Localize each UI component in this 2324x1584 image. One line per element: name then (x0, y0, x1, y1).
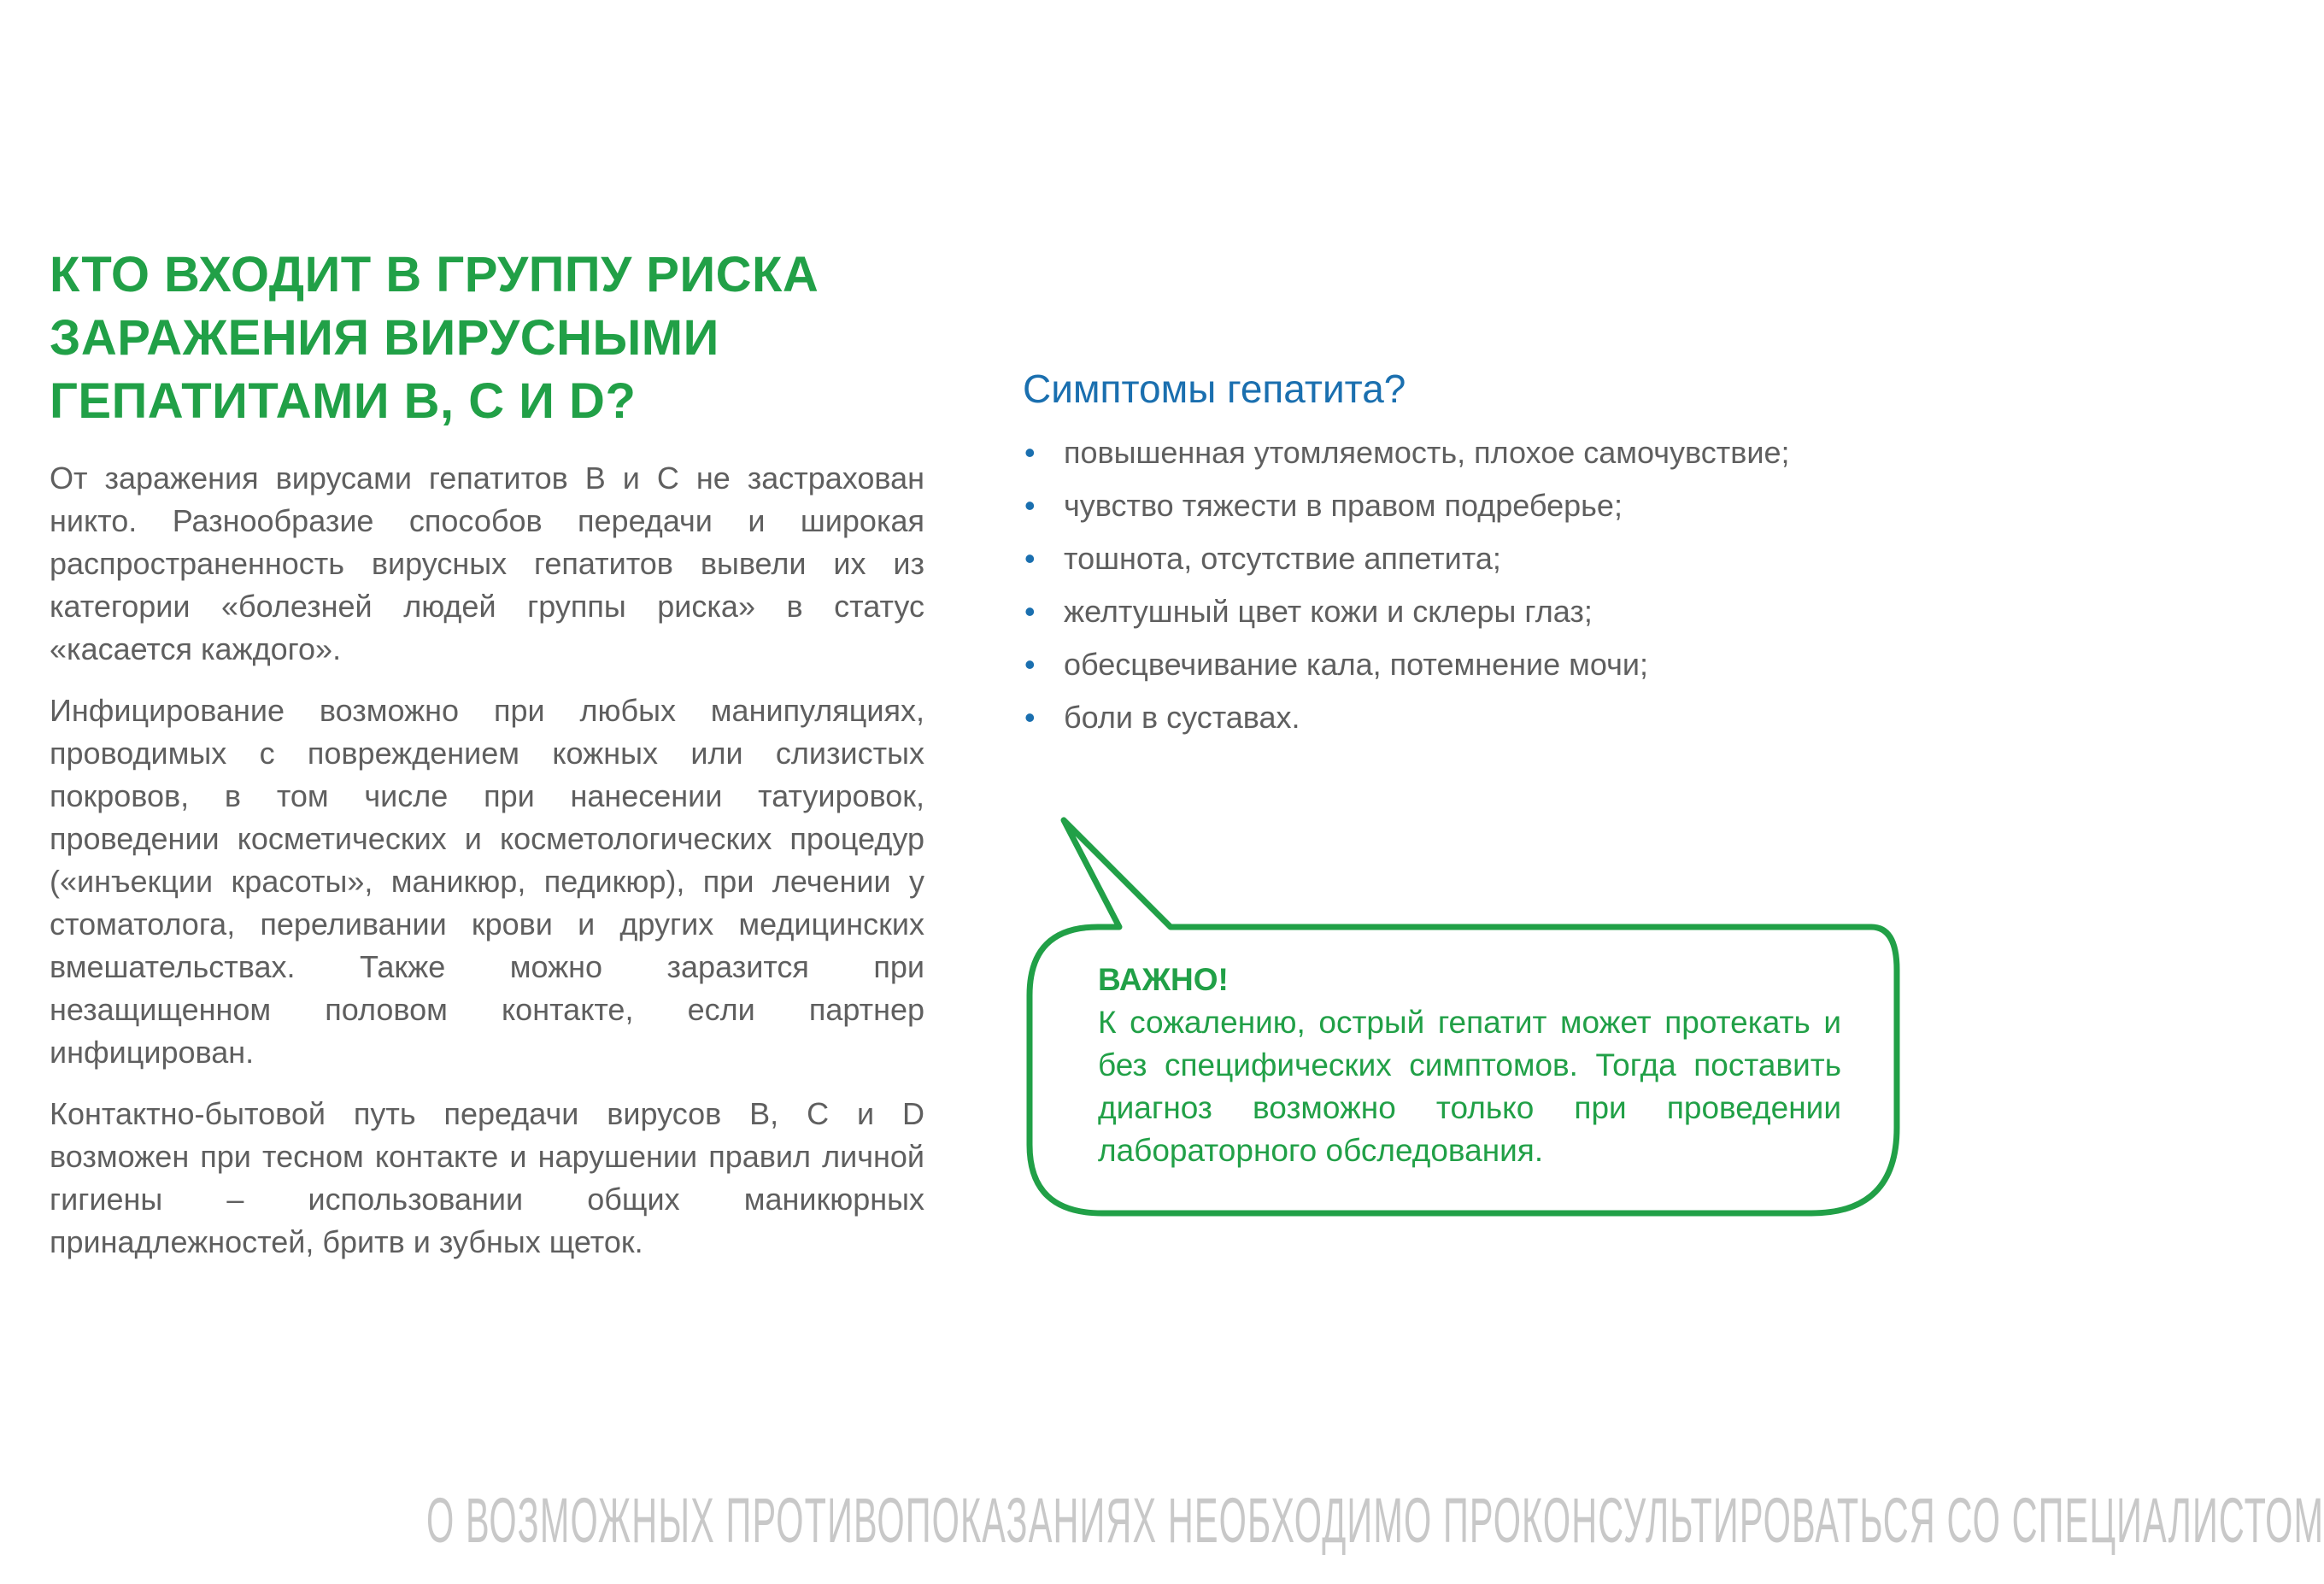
left-column (50, 243, 924, 1282)
list-item (1023, 696, 1894, 739)
symptom-text: повышенная утомляемость, плохое самочувствие; (1064, 435, 1790, 470)
callout-body: К сожалению, острый гепатит может протекать и без специфических симптомов. Тогда поставить диагноз возможно только при проведении лабораторного обследования. (1098, 1005, 1841, 1168)
list-item (1023, 484, 1894, 527)
symptom-text: чувство тяжести в правом подреберье; (1064, 488, 1623, 523)
paragraph-household-transmission: Контактно-бытовой путь передачи вирусов В, С и D возможен при тесном контакте и нарушении правил личной гигиены – использовании общих маникюрных принадлежностей, бритв и зубных щеток. (50, 1096, 924, 1259)
bullet-icon: • (1024, 700, 1036, 735)
right-column (1023, 363, 1894, 749)
symptom-text: обесцвечивание кала, потемнение мочи; (1064, 647, 1648, 682)
bullet-icon: • (1024, 488, 1036, 523)
heading-line: ГЕПАТИТАМИ В, С И D? (50, 373, 637, 429)
heading-line: ЗАРАЖЕНИЯ ВИРУСНЫМИ (50, 310, 719, 366)
bullet-icon: • (1024, 435, 1036, 470)
list-item (1023, 590, 1894, 633)
heading-line: КТО ВХОДИТ В ГРУППУ РИСКА (50, 247, 819, 302)
symptom-text: тошнота, отсутствие аппетита; (1064, 541, 1501, 576)
footer-disclaimer: О ВОЗМОЖНЫХ ПРОТИВОПОКАЗАНИЯХ НЕОБХОДИМО ПРОКОНСУЛЬТИРОВАТЬСЯ СО СПЕЦИАЛИСТОМ (425, 1485, 2324, 1556)
list-item (1023, 431, 1894, 474)
symptoms-title: Симптомы гепатита? (1023, 367, 1406, 411)
main-heading (50, 243, 924, 433)
paragraph-risk-intro: От заражения вирусами гепатитов В и С не застрахован никто. Разнообразие способов передачи и широкая распространенность вирусных гепатитов вывели их из категории «болезней людей группы риска» в статус «касается каждого». (50, 461, 924, 666)
list-item (1023, 537, 1894, 580)
symptom-text: боли в суставах. (1064, 700, 1300, 735)
bullet-icon: • (1024, 647, 1036, 682)
symptom-list (1023, 431, 1894, 739)
bullet-icon: • (1024, 594, 1036, 629)
list-item (1023, 643, 1894, 686)
bullet-icon: • (1024, 541, 1036, 576)
callout-heading: ВАЖНО! (1098, 962, 1229, 997)
paragraph-infection-ways: Инфицирование возможно при любых манипуляциях, проводимых с повреждением кожных или слизистых покровов, в том числе при нанесении татуировок, проведении косметических и косметологических процедур («инъекции красоты», маникюр, педикюр), при лечении у стоматолога, переливании крови и других медицинских вмешательствах. Также можно заразится при незащищенном половом контакте, если партнер инфицирован. (50, 693, 924, 1070)
symptom-text: желтушный цвет кожи и склеры глаз; (1064, 594, 1593, 629)
callout-text (1098, 959, 1841, 1172)
